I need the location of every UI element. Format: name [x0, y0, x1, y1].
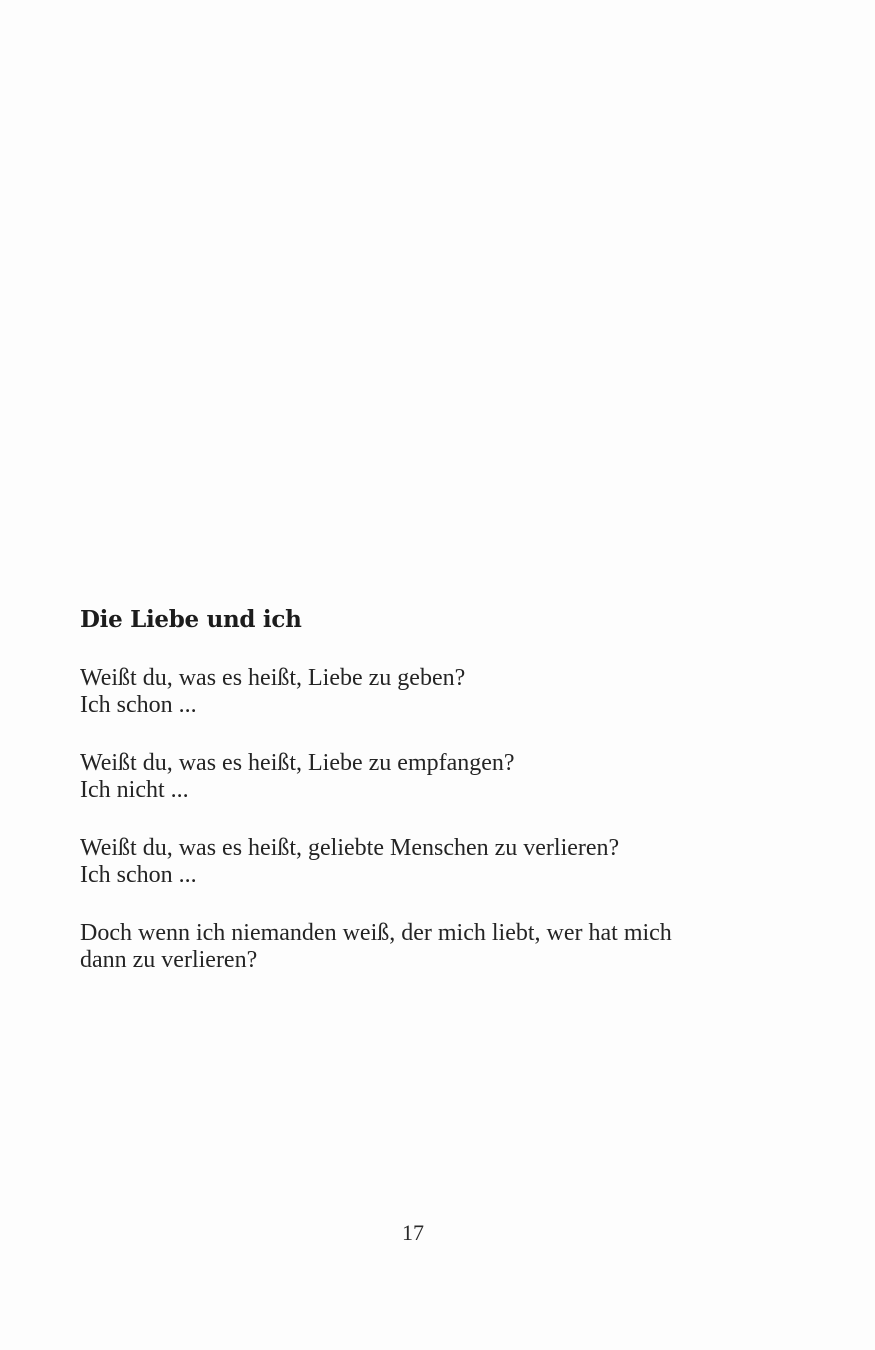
poem-line: Weißt du, was es heißt, Liebe zu empfangen?	[80, 750, 515, 776]
page-number: 17	[402, 1220, 424, 1245]
stanza-3	[80, 835, 619, 889]
stanza-4	[80, 920, 672, 974]
poem-line: Ich schon ...	[80, 862, 197, 888]
poem-line: Doch wenn ich niemanden weiß, der mich liebt, wer hat mich	[80, 920, 672, 946]
poem-line: Weißt du, was es heißt, geliebte Menschen zu verlieren?	[80, 835, 620, 861]
poem-title: Die Liebe und ich	[80, 606, 302, 633]
stanza-2	[80, 750, 515, 804]
poem-line: Weißt du, was es heißt, Liebe zu geben?	[80, 665, 466, 691]
stanza-1	[80, 665, 465, 719]
poem-line: Ich schon ...	[80, 692, 197, 718]
poem-line: dann zu verlieren?	[80, 947, 258, 973]
poem-line: Ich nicht ...	[80, 777, 189, 803]
